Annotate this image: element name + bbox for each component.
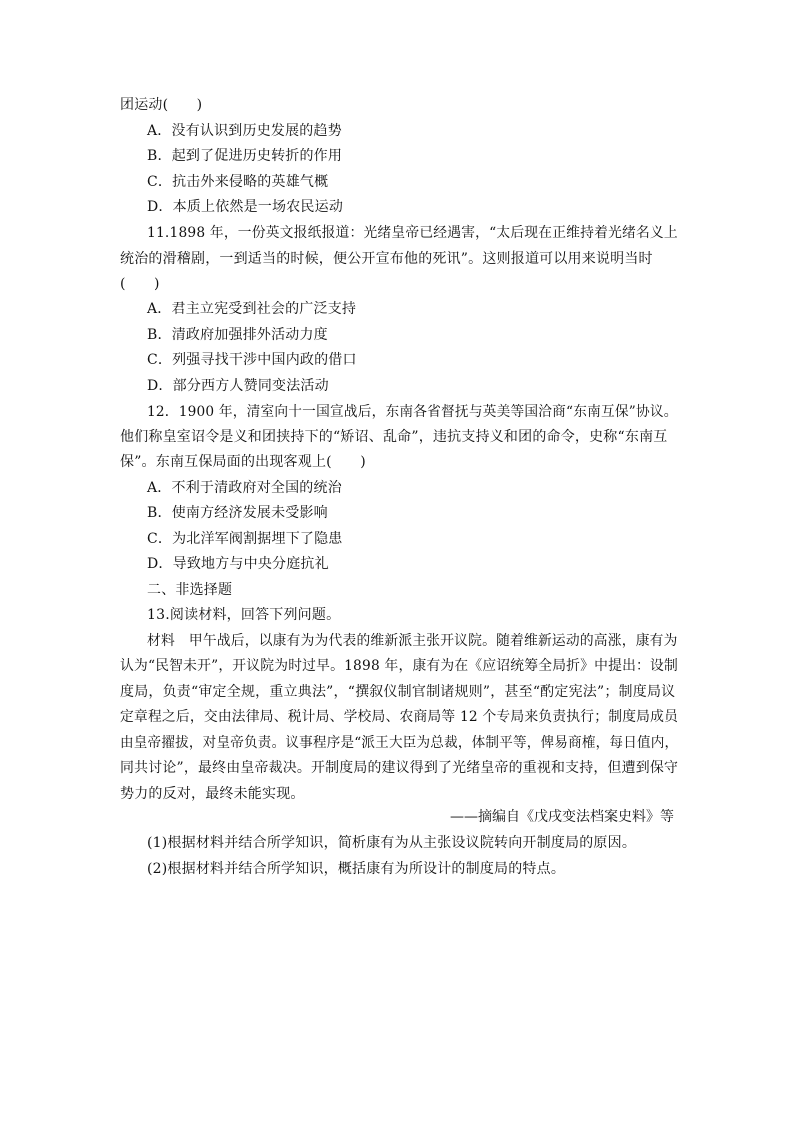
q11-option-b: B．清政府加强排外活动力度 (147, 327, 328, 343)
q13-material-line-6: 同共讨论”，最终由皇帝裁决。开制度局的建议得到了光绪皇帝的重视和支持，但遭到保守 (120, 760, 679, 776)
q10-option-b: B．起到了促进历史转折的作用 (147, 148, 343, 164)
q10-option-c: C．抗击外来侵略的英雄气概 (147, 174, 329, 190)
q13-material-line-4: 定章程之后，交由法律局、税计局、学校局、农商局等 12 个专局来负责执行；制度局成员 (120, 709, 679, 725)
material-source: ——摘编自《戊戌变法档案史料》等 (450, 809, 674, 825)
q11-stem-line-1: 11.1898 年，一份英文报纸报道：光绪皇帝已经遇害，“太后现在正维持着光绪名义上 (147, 225, 678, 241)
q11-option-a: A．君主立宪受到社会的广泛支持 (147, 301, 357, 317)
q11-stem-line-2: 统治的滑稽剧，一到适当的时候，便公开宣布他的死讯”。这则报道可以用来说明当时 (120, 251, 653, 267)
q12-stem-line-2: 他们称皇室诏令是义和团挟持下的“矫诏、乱命”，违抗支持义和团的命令，史称“东南互 (120, 429, 668, 445)
q13-material-line-7: 势力的反对，最终未能实现。 (120, 786, 305, 802)
q10-option-a: A．没有认识到历史发展的趋势 (147, 123, 342, 139)
q13-intro: 13.阅读材料，回答下列问题。 (147, 607, 341, 623)
q11-stem-line-3: ( ) (120, 276, 160, 292)
q12-option-b: B．使南方经济发展未受影响 (147, 505, 328, 521)
section-heading: 二、非选择题 (147, 582, 233, 598)
q12-stem-line-1: 12．1900 年，清室向十一国宣战后，东南各省督抚与英美等国洽商“东南互保”协议。 (147, 404, 678, 420)
q13-subquestion-2: (2)根据材料并结合所学知识，概括康有为所设计的制度局的特点。 (147, 861, 566, 877)
q11-option-d: D．部分西方人赞同变法活动 (147, 378, 329, 394)
q12-option-d: D．导致地方与中央分庭抗礼 (147, 556, 329, 572)
q11-option-c: C．列强寻找干涉中国内政的借口 (147, 352, 357, 368)
q13-material-line-5: 由皇帝擢拔，对皇帝负责。议事程序是“派王大臣为总裁，体制平等，俾易商榷，每日值内， (120, 735, 679, 751)
q13-material-line-2: 认为“民智未开”，开议院为时过早。1898 年，康有为在《应诏统筹全局折》中提出：设制 (120, 658, 678, 674)
q13-material-line-1: 材料 甲午战后，以康有为为代表的维新派主张开议院。随着维新运动的高涨，康有为 (147, 633, 678, 649)
q10-option-d: D．本质上依然是一场农民运动 (147, 199, 344, 215)
q12-option-a: A．不利于清政府对全国的统治 (147, 480, 342, 496)
q13-material-line-3: 度局，负责“审定全规，重立典法”，“撰叙仪制官制诸规则”，甚至“酌定宪法”；制度局议 (120, 684, 676, 700)
q13-subquestion-1: (1)根据材料并结合所学知识，简析康有为从主张设议院转向开制度局的原因。 (147, 835, 637, 851)
q10-stem-end: 团运动( ) (120, 97, 203, 113)
q12-stem-line-3: 保”。东南互保局面的出现客观上( ) (120, 454, 366, 470)
q12-option-c: C．为北洋军阀割据埋下了隐患 (147, 531, 343, 547)
